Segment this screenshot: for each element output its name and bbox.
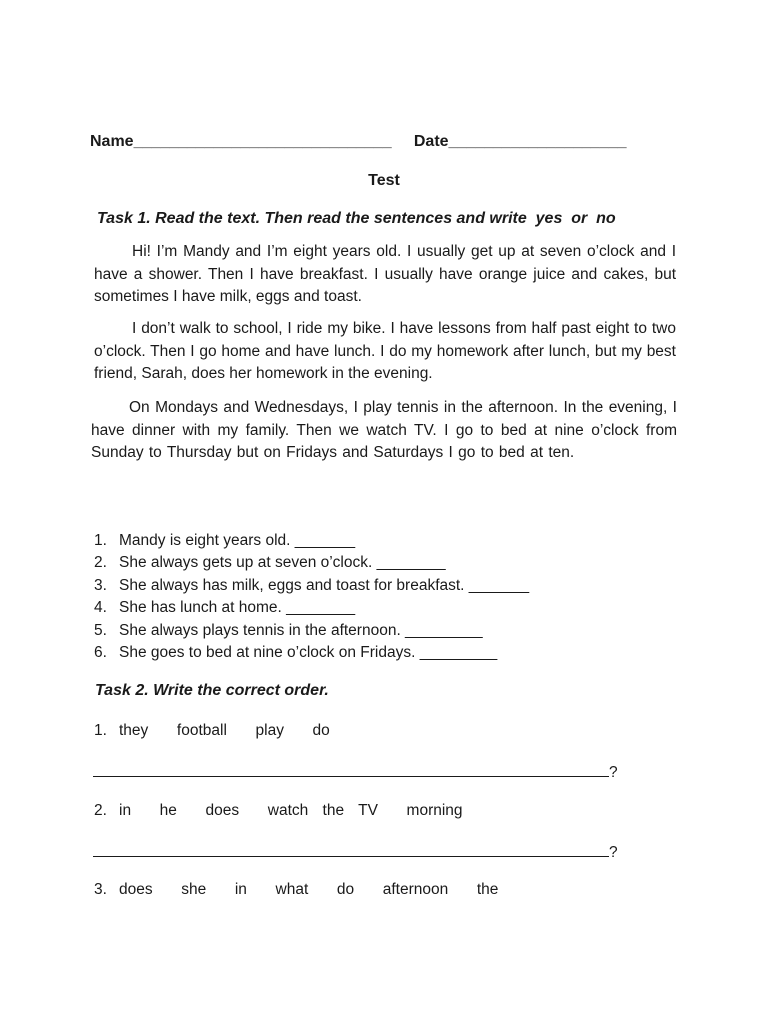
word-order-item-1: [94, 722, 330, 740]
word-order-item-2: [94, 802, 463, 820]
list-item: [94, 552, 529, 574]
yes-no-question-list: [94, 530, 529, 664]
task2-heading: Task 2. Write the correct order.: [95, 682, 329, 699]
answer-rule: [93, 762, 609, 777]
paragraph-text: On Mondays and Wednesdays, I play tennis in the afternoon. In the evening, I have dinner with my family. Then we watch TV. I go to bed at nine o’clock from Sunday to Thursday but on Fridays and Saturdays I go to bed at ten.: [91, 399, 677, 461]
page-title: Test: [368, 172, 400, 189]
question-text: She always has milk, eggs and toast for breakfast. _______: [119, 576, 530, 594]
scrambled-words: they football play do: [119, 722, 330, 739]
answer-line-1: [93, 762, 618, 782]
question-text: She has lunch at home. ________: [119, 599, 356, 617]
name-date-line: Name_____________________________ Date____________________: [90, 133, 627, 150]
reading-paragraph-1: [94, 241, 676, 309]
question-mark: ?: [609, 764, 618, 781]
list-item: [94, 597, 529, 619]
paragraph-text: I don’t walk to school, I ride my bike. I have lessons from half past eight to two o’clock. Then I go home and have lunch. I do my homework after lunch, but my best friend, Sarah, does her homework in the evening.: [94, 320, 676, 382]
word-order-item-3: [94, 881, 498, 899]
task1-heading: Task 1. Read the text. Then read the sentences and write yes or no: [97, 210, 616, 227]
question-number: 2.: [94, 554, 107, 572]
question-number: 1.: [94, 532, 107, 549]
question-text: She always plays tennis in the afternoon. _________: [119, 621, 483, 639]
question-text: She always gets up at seven o’clock. ________: [119, 554, 446, 572]
list-item: [94, 642, 529, 664]
list-item: [94, 575, 529, 597]
reading-paragraph-3: [91, 397, 677, 465]
question-mark: ?: [609, 844, 618, 861]
scrambled-words: does she in what do afternoon the: [119, 881, 499, 898]
item-number: 2.: [94, 802, 107, 819]
question-text: Mandy is eight years old. _______: [119, 532, 356, 549]
answer-rule: [93, 842, 609, 857]
scrambled-words: in he does watch the TV morning: [119, 802, 463, 819]
question-number: 4.: [94, 599, 107, 617]
item-number: 3.: [94, 881, 107, 898]
question-number: 3.: [94, 576, 107, 594]
list-item: [94, 530, 529, 552]
paragraph-text: Hi! I’m Mandy and I’m eight years old. I usually get up at seven o’clock and I have a shower. Then I have breakfast. I usually have orange juice and cakes, but sometimes I have milk, eggs and toast.: [94, 243, 676, 305]
reading-paragraph-2: [94, 318, 676, 386]
question-text: She goes to bed at nine o’clock on Fridays. _________: [119, 643, 498, 661]
question-number: 6.: [94, 643, 107, 661]
question-number: 5.: [94, 621, 107, 639]
item-number: 1.: [94, 722, 107, 739]
answer-line-2: [93, 842, 618, 862]
list-item: [94, 620, 529, 642]
